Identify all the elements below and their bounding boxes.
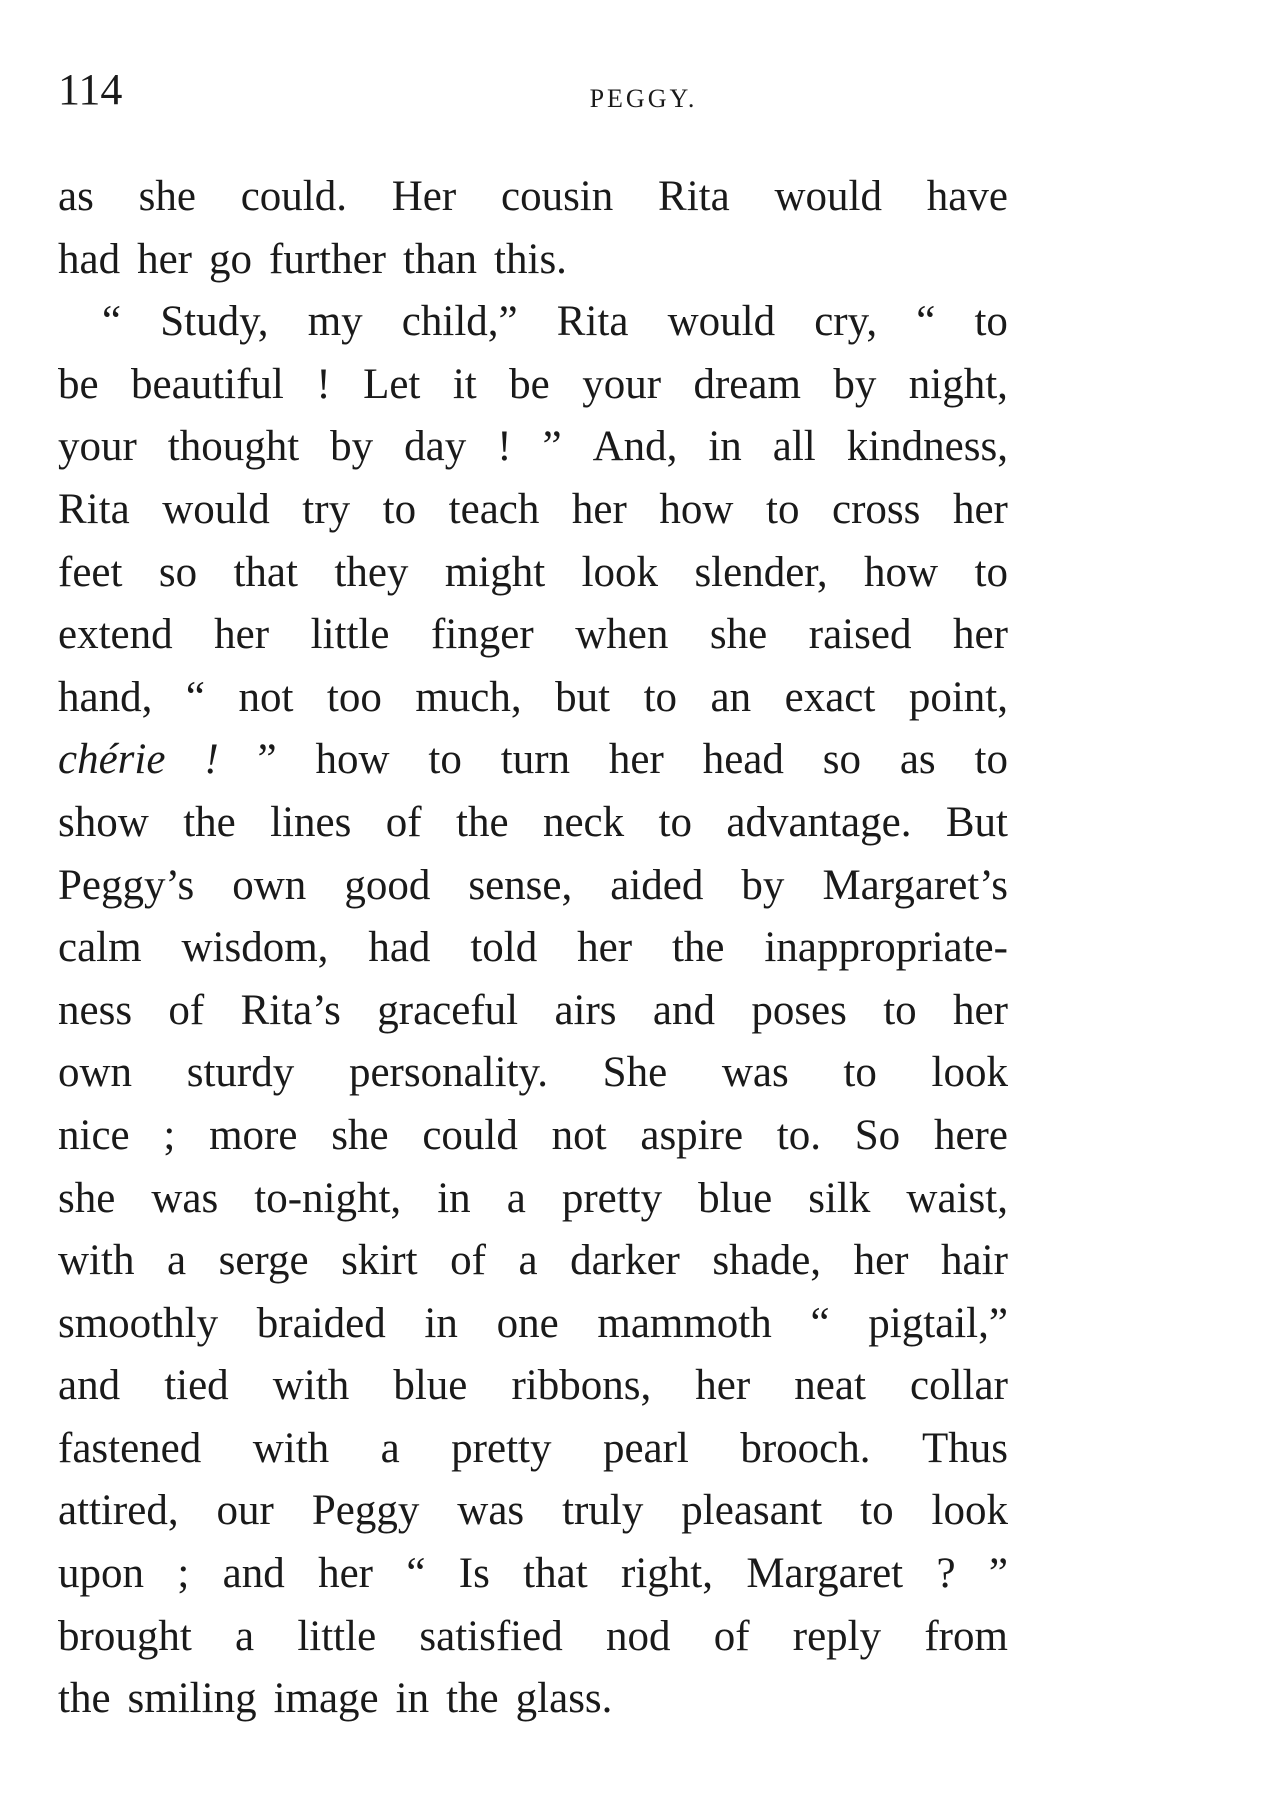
word: look xyxy=(931,1487,1008,1535)
word: to xyxy=(974,736,1008,784)
word: how xyxy=(864,548,939,596)
word: be xyxy=(58,360,99,408)
text-line xyxy=(58,917,1008,980)
word: the xyxy=(446,1675,499,1723)
word: her xyxy=(952,485,1008,533)
word: blue xyxy=(393,1362,468,1410)
word: “ xyxy=(102,298,122,346)
word: go xyxy=(209,235,252,283)
word: serge xyxy=(218,1237,309,1285)
word: would xyxy=(774,173,882,220)
word: was xyxy=(151,1174,219,1222)
word: sturdy xyxy=(186,1049,295,1097)
text-line xyxy=(58,229,1008,292)
word: right, xyxy=(621,1550,713,1598)
word: She xyxy=(602,1049,668,1097)
word: to-night, xyxy=(254,1174,402,1222)
word: own xyxy=(232,861,307,909)
word: so xyxy=(158,548,198,596)
text-line xyxy=(58,980,1008,1043)
word: Margaret xyxy=(746,1550,904,1598)
word: calm xyxy=(58,924,142,972)
word: one xyxy=(496,1299,559,1347)
word: Is xyxy=(458,1550,490,1598)
word: “ xyxy=(406,1550,426,1598)
word: reply xyxy=(792,1612,882,1660)
text-line xyxy=(58,1230,1008,1293)
word: the xyxy=(456,798,509,846)
word: glass. xyxy=(515,1675,613,1723)
word: little xyxy=(310,611,390,659)
word: ” xyxy=(542,423,562,471)
word: fastened xyxy=(58,1424,202,1472)
text-line xyxy=(58,1480,1008,1543)
word: cry, xyxy=(814,298,878,346)
word: feet xyxy=(58,548,123,596)
word: Thus xyxy=(921,1424,1008,1472)
word: image xyxy=(273,1675,379,1723)
word: the xyxy=(671,924,725,972)
word: Study, xyxy=(160,298,269,346)
word: her xyxy=(214,611,270,659)
word: her xyxy=(137,235,192,283)
word: Peggy’s xyxy=(58,861,195,909)
word: But xyxy=(945,798,1008,846)
word: had xyxy=(58,235,121,283)
word: beautiful xyxy=(131,360,284,408)
word: blue xyxy=(698,1174,773,1222)
text-line xyxy=(58,354,1008,417)
word: and xyxy=(222,1550,285,1598)
word: to. xyxy=(776,1111,821,1159)
word: nod xyxy=(605,1612,671,1660)
word: with xyxy=(272,1362,350,1410)
text-line xyxy=(58,166,1008,229)
word: ? xyxy=(936,1550,956,1598)
word: night, xyxy=(908,360,1008,408)
text-line xyxy=(58,604,1008,667)
word: Rita’s xyxy=(240,986,341,1034)
word: good xyxy=(344,861,431,909)
word: her xyxy=(953,611,1008,659)
word: by xyxy=(833,360,877,408)
word: of xyxy=(168,986,205,1034)
text-line xyxy=(58,1293,1008,1356)
word: aided xyxy=(610,861,704,909)
word: aspire xyxy=(640,1111,744,1159)
word: and xyxy=(58,1362,121,1410)
word: child,” xyxy=(401,298,518,346)
word: her xyxy=(953,986,1008,1034)
word: they xyxy=(334,548,409,596)
word: a xyxy=(166,1237,187,1285)
word: that xyxy=(233,548,298,596)
word: sense, xyxy=(468,861,573,909)
word: to xyxy=(860,1487,894,1535)
word: with xyxy=(58,1237,135,1285)
word: pearl xyxy=(602,1424,689,1472)
word: extend xyxy=(58,611,173,659)
word: so xyxy=(822,736,861,784)
word: in xyxy=(424,1299,458,1347)
word: kindness, xyxy=(846,423,1008,471)
word: that xyxy=(523,1550,588,1598)
word: brooch. xyxy=(740,1424,871,1472)
word: chérie xyxy=(58,736,166,784)
word: not xyxy=(238,673,294,721)
word: the xyxy=(183,798,236,846)
word: cousin xyxy=(500,173,614,220)
word: to xyxy=(974,298,1008,346)
word: neck xyxy=(542,798,625,846)
word: ” xyxy=(988,1550,1008,1598)
text-line xyxy=(58,1668,1008,1731)
word: show xyxy=(58,798,149,846)
word: to xyxy=(658,798,692,846)
word: “ xyxy=(916,298,936,346)
word: Rita xyxy=(556,298,629,346)
word: Rita xyxy=(58,485,130,533)
text-line xyxy=(58,1543,1008,1606)
word: to xyxy=(382,485,417,533)
word: pretty xyxy=(451,1424,552,1472)
word: and xyxy=(652,986,715,1034)
word: truly xyxy=(562,1487,644,1535)
text-line xyxy=(58,291,1008,354)
word: by xyxy=(330,423,374,471)
word: cross xyxy=(832,485,921,533)
word: as xyxy=(899,736,936,784)
word: she xyxy=(138,173,196,220)
word: finger xyxy=(431,611,534,659)
word: graceful xyxy=(377,986,519,1034)
word: could. xyxy=(240,173,347,220)
word: not xyxy=(551,1111,607,1159)
word: point, xyxy=(908,673,1008,721)
word: was xyxy=(457,1487,525,1535)
word: head xyxy=(702,736,784,784)
word: my xyxy=(307,298,363,346)
word: Her xyxy=(391,173,457,220)
word: satisfied xyxy=(419,1612,563,1660)
word: in xyxy=(708,423,742,471)
text-line xyxy=(58,667,1008,730)
text-line xyxy=(58,1355,1008,1418)
word: it xyxy=(452,360,477,408)
text-line xyxy=(58,729,1008,792)
word: her xyxy=(577,924,633,972)
word: ; xyxy=(163,1111,176,1159)
word: be xyxy=(509,360,550,408)
word: lines xyxy=(270,798,352,846)
word: upon xyxy=(58,1550,144,1598)
word: brought xyxy=(58,1612,192,1660)
word: poses xyxy=(751,986,847,1034)
word: shade, xyxy=(712,1237,822,1285)
word: but xyxy=(555,673,611,721)
word: of xyxy=(385,798,422,846)
word: would xyxy=(667,298,776,346)
word: our xyxy=(216,1487,274,1535)
word: pleasant xyxy=(681,1487,823,1535)
word: she xyxy=(331,1111,389,1159)
text-line xyxy=(58,855,1008,918)
body-text xyxy=(58,166,1008,1731)
word: of xyxy=(450,1237,486,1285)
word: her xyxy=(318,1550,373,1598)
word: look xyxy=(931,1049,1008,1097)
text-line xyxy=(58,542,1008,605)
word: Let xyxy=(363,360,421,408)
word: much, xyxy=(415,673,522,721)
text-line xyxy=(58,416,1008,479)
text-line xyxy=(58,1042,1008,1105)
word: this. xyxy=(494,235,567,283)
word: she xyxy=(58,1174,116,1222)
word: personality. xyxy=(348,1049,548,1097)
word: a xyxy=(235,1612,255,1660)
running-title: PEGGY. xyxy=(589,84,698,113)
word: raised xyxy=(808,611,912,659)
word: all xyxy=(772,423,816,471)
word: an xyxy=(710,673,752,721)
word: when xyxy=(575,611,669,659)
word: how xyxy=(315,736,390,784)
word: had xyxy=(368,924,431,972)
text-line xyxy=(58,1418,1008,1481)
word: darker xyxy=(570,1237,680,1285)
word: a xyxy=(506,1174,526,1222)
word: thought xyxy=(167,423,300,471)
word: slender, xyxy=(694,548,828,596)
word: try xyxy=(302,485,351,533)
text-line xyxy=(58,792,1008,855)
word: more xyxy=(209,1111,298,1159)
word: as xyxy=(58,173,94,220)
word: braided xyxy=(256,1299,386,1347)
word: in xyxy=(395,1675,430,1723)
word: have xyxy=(926,173,1008,220)
word: your xyxy=(582,360,662,408)
word: neat xyxy=(794,1362,866,1410)
word: hair xyxy=(941,1237,1008,1285)
word: mammoth xyxy=(597,1299,772,1347)
word: day xyxy=(404,423,467,471)
word: “ xyxy=(185,673,205,721)
word: silk xyxy=(808,1174,871,1222)
word: her xyxy=(571,485,627,533)
word: told xyxy=(470,924,538,972)
text-line xyxy=(58,1105,1008,1168)
word: to xyxy=(843,1049,877,1097)
word: with xyxy=(252,1424,330,1472)
word: turn xyxy=(500,736,571,784)
word: her xyxy=(853,1237,909,1285)
word: tied xyxy=(164,1362,229,1410)
word: dream xyxy=(693,360,801,408)
word: skirt xyxy=(341,1237,418,1285)
word: might xyxy=(444,548,546,596)
word: to xyxy=(766,485,800,533)
word: her xyxy=(695,1362,751,1410)
word: ness xyxy=(58,986,133,1034)
word: to xyxy=(643,673,678,721)
word: could xyxy=(422,1111,518,1159)
word: of xyxy=(713,1612,750,1660)
word: ! xyxy=(497,423,512,471)
word: she xyxy=(709,611,768,659)
word: to xyxy=(428,736,462,784)
word: here xyxy=(933,1111,1008,1159)
word: Rita xyxy=(658,173,730,220)
word: hand, xyxy=(58,673,153,721)
word: little xyxy=(297,1612,377,1660)
word: ! xyxy=(204,736,219,784)
word: And, xyxy=(592,423,678,471)
word: So xyxy=(854,1111,901,1159)
word: teach xyxy=(448,485,540,533)
word: Margaret’s xyxy=(822,861,1008,909)
word: pretty xyxy=(561,1174,663,1222)
word: look xyxy=(581,548,659,596)
word: ; xyxy=(177,1550,190,1598)
word: ribbons, xyxy=(511,1362,652,1410)
word: than xyxy=(403,235,478,283)
word: in xyxy=(437,1174,471,1222)
word: airs xyxy=(554,986,617,1034)
word: was xyxy=(721,1049,789,1097)
word: her xyxy=(608,736,664,784)
word: own xyxy=(58,1049,133,1097)
word: collar xyxy=(910,1362,1008,1410)
word: to xyxy=(883,986,917,1034)
word: inappropriate- xyxy=(764,924,1008,972)
word: a xyxy=(518,1237,538,1285)
page-number: 114 xyxy=(58,65,123,114)
word: nice xyxy=(58,1111,130,1159)
word: smiling xyxy=(127,1675,257,1723)
word: smoothly xyxy=(58,1299,219,1347)
text-line xyxy=(58,1606,1008,1669)
word: too xyxy=(326,673,382,721)
word: waist, xyxy=(906,1174,1008,1222)
word: ! xyxy=(316,360,331,408)
text-line xyxy=(58,479,1008,542)
word: how xyxy=(659,485,734,533)
word: the xyxy=(58,1675,111,1723)
word: attired, xyxy=(58,1487,179,1535)
word: from xyxy=(924,1612,1008,1660)
word: advantage. xyxy=(726,798,912,846)
word: Peggy xyxy=(311,1487,420,1535)
word: a xyxy=(380,1424,400,1472)
word: “ xyxy=(810,1299,830,1347)
word: would xyxy=(162,485,270,533)
word: pigtail,” xyxy=(868,1299,1008,1347)
word: by xyxy=(741,861,785,909)
text-line xyxy=(58,1168,1008,1231)
word: wisdom, xyxy=(181,924,329,972)
word: ” xyxy=(257,736,277,784)
word: further xyxy=(269,235,386,283)
word: your xyxy=(58,423,137,471)
word: exact xyxy=(784,673,876,721)
word: to xyxy=(974,548,1008,596)
